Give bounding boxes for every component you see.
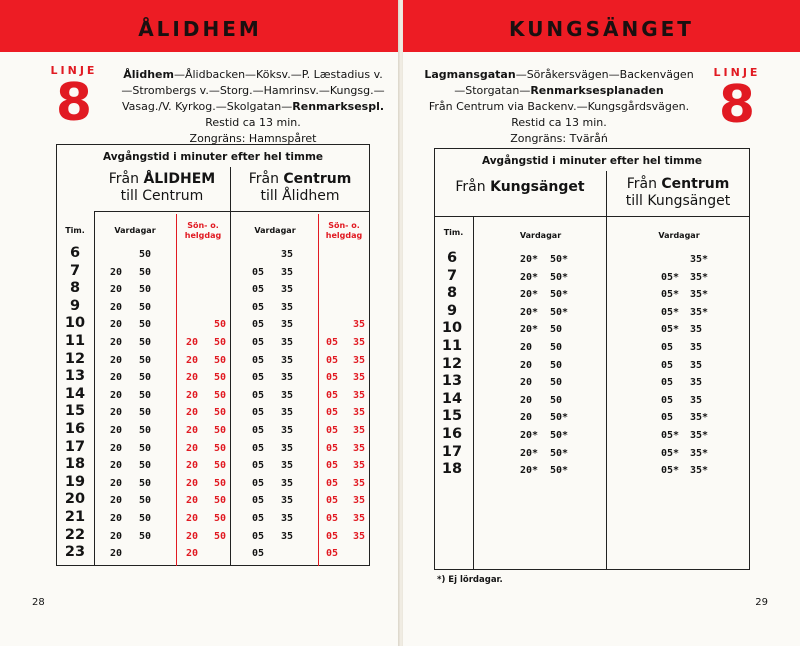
hour-cell: 14 — [64, 385, 86, 402]
departure-minute: 20 — [110, 442, 123, 454]
departure-minute: 05 — [252, 513, 265, 524]
departure-minute: 05* — [661, 306, 680, 318]
departure-minute: 35 — [353, 425, 366, 436]
departure-minute: 20 — [520, 342, 533, 353]
col-vardagar-1: Vardagar — [114, 226, 156, 235]
col-vardagar-2: Vardagar — [254, 226, 296, 235]
route-line-1: Ålidhem—Ålidbacken—Köksv.—P. Læstadius v. — [123, 68, 383, 81]
departure-minute: 50* — [550, 271, 569, 283]
departure-minute: 35 — [281, 372, 294, 384]
hour-cell: 6 — [446, 250, 458, 266]
departure-minute: 50 — [139, 249, 152, 260]
hour-cell: 11 — [64, 333, 86, 349]
hour-cell: 6 — [69, 245, 81, 261]
hour-cell: 17 — [441, 443, 463, 460]
hour-cell: 23 — [64, 544, 86, 561]
hour-cell: 8 — [446, 285, 458, 302]
departure-minute: 50 — [139, 372, 152, 384]
banner-alidhem — [0, 0, 400, 52]
linje-label: LINJE — [713, 66, 761, 79]
departure-minute: 35 — [281, 530, 294, 542]
route-line-1: Lagmansgatan—Söråkersvägen—Backenvägen — [424, 68, 694, 81]
direction-from-alidhem: Från ÅLIDHEM till Centrum — [108, 171, 216, 204]
departure-minute: 50 — [214, 337, 227, 348]
departure-minute: 50 — [214, 460, 227, 472]
hour-cell: 18 — [64, 456, 86, 473]
departure-minute: 35 — [281, 337, 294, 348]
departure-minute: 50 — [214, 495, 227, 507]
direction-divider — [230, 167, 231, 566]
departure-minute: 20* — [520, 289, 539, 301]
hour-cell: 12 — [441, 355, 463, 372]
departure-minute: 50 — [550, 394, 563, 406]
departure-minute: 50 — [139, 460, 152, 472]
departure-minute: 20 — [110, 477, 123, 489]
departure-minute: 20 — [186, 548, 199, 560]
departure-minute: 20 — [186, 354, 199, 366]
departure-minute: 35 — [281, 284, 294, 296]
departure-minute: 50 — [139, 301, 152, 313]
departure-minute: 50 — [139, 477, 152, 489]
departure-minute: 20 — [186, 495, 199, 507]
banner-title: KUNGSÄNGET — [509, 17, 694, 41]
departure-minute: 05 — [252, 460, 265, 472]
departure-minute: 05 — [252, 266, 265, 278]
departure-minute: 20 — [186, 477, 199, 489]
departure-minute: 50 — [139, 407, 152, 419]
departure-minute: 50 — [550, 359, 563, 371]
departure-minute: 05 — [252, 354, 265, 366]
col-sondag-1: Sön- o. helgdag — [184, 221, 222, 240]
departure-minute: 35 — [353, 530, 366, 542]
departure-minute: 20 — [110, 319, 123, 331]
col-vardagar-1: Vardagar — [519, 231, 562, 240]
departure-minute: 50 — [214, 372, 227, 384]
departure-minute: 20 — [110, 266, 123, 278]
col-tim: Tim. — [443, 228, 464, 237]
route-zone-limit: Zongräns: Hamnspåret — [189, 132, 317, 145]
departure-minute: 20 — [110, 460, 123, 472]
departure-minute: 05 — [326, 548, 339, 560]
departure-minute: 20 — [110, 337, 123, 348]
departure-minute: 35 — [353, 477, 366, 489]
departure-minute: 05 — [252, 319, 265, 331]
departure-minute: 20 — [520, 359, 533, 371]
departure-minute: 50 — [139, 284, 152, 296]
departure-minute: 50 — [139, 354, 152, 366]
direction-from-centrum: Från Centrum till Ålidhem — [248, 171, 352, 204]
departure-minute: 05 — [326, 337, 339, 348]
departure-minute: 05 — [252, 389, 265, 401]
header-rule — [94, 211, 370, 212]
departure-minute: 50 — [139, 530, 152, 542]
footnote: *) Ej lördagar. — [437, 575, 503, 585]
departure-minute: 05 — [326, 442, 339, 454]
departure-minute: 05 — [326, 513, 339, 524]
departure-minute: 50 — [214, 389, 227, 401]
departure-minute: 20* — [520, 430, 539, 441]
departure-minute: 05 — [661, 394, 674, 406]
departure-minute: 35 — [353, 337, 366, 348]
route-description — [409, 67, 709, 147]
departure-minute: 50 — [550, 342, 563, 353]
departure-minute: 05 — [326, 425, 339, 436]
departure-minute: 05 — [252, 407, 265, 419]
departure-minute: 35 — [281, 513, 294, 524]
departure-minute: 20 — [110, 354, 123, 366]
departure-minute: 20* — [520, 324, 539, 336]
hour-cell: 20 — [64, 491, 86, 508]
header-rule — [434, 216, 750, 217]
route-line-2: —Strombergs v.—Storg.—Hamrinsv.—Kungsg.— — [121, 84, 385, 97]
sunday-divider-2 — [318, 214, 319, 566]
departure-minute: 20 — [110, 372, 123, 384]
timetable-alidhem — [56, 144, 370, 566]
hour-cell: 18 — [441, 461, 463, 478]
departure-minute: 35 — [690, 394, 703, 406]
departure-minute: 20* — [520, 465, 539, 477]
departure-minute: 50 — [214, 442, 227, 454]
departure-minute: 35 — [281, 495, 294, 507]
departure-minute: 35 — [353, 354, 366, 366]
departure-minute: 35 — [353, 372, 366, 384]
departure-minute: 05* — [661, 271, 680, 283]
departure-minute: 05 — [661, 377, 674, 389]
table-heading: Avgångstid i minuter efter hel timme — [481, 155, 703, 167]
route-line-2: —Storgatan—Renmarksesplanaden — [454, 84, 664, 97]
banner-title: ÅLIDHEM — [138, 17, 262, 41]
departure-minute: 35 — [281, 460, 294, 472]
hour-cell: 7 — [69, 262, 81, 279]
departure-minute: 35 — [353, 495, 366, 507]
departure-minute: 50 — [550, 324, 563, 336]
hour-cell: 16 — [441, 426, 463, 442]
departure-minute: 05 — [252, 548, 265, 560]
hour-cell: 15 — [64, 403, 86, 420]
departure-minute: 35 — [281, 407, 294, 419]
hour-cell: 17 — [64, 438, 86, 455]
departure-minute: 35 — [281, 319, 294, 331]
departure-minute: 20 — [110, 425, 123, 436]
hour-cell: 15 — [441, 408, 463, 425]
hour-cell: 13 — [441, 373, 463, 390]
departure-minute: 50 — [139, 266, 152, 278]
departure-minute: 35 — [353, 389, 366, 401]
linje-number: 8 — [718, 75, 756, 135]
departure-minute: 35 — [353, 513, 366, 524]
linje-badge — [48, 64, 100, 133]
route-zone-limit: Zongräns: Tväråń — [510, 132, 608, 145]
departure-minute: 05 — [326, 477, 339, 489]
departure-minute: 20 — [110, 284, 123, 296]
departure-minute: 05 — [661, 359, 674, 371]
departure-minute: 20 — [110, 530, 123, 542]
right-page — [403, 0, 800, 646]
departure-minute: 20 — [110, 495, 123, 507]
departure-minute: 35* — [690, 430, 709, 441]
departure-minute: 05* — [661, 289, 680, 301]
departure-minute: 50 — [139, 389, 152, 401]
sunday-divider-1 — [176, 214, 177, 566]
departure-minute: 50* — [550, 412, 569, 424]
route-travel-time: Restid ca 13 min. — [511, 116, 607, 129]
route-line-3: Vasag./V. Kyrkog.—Skolgatan—Renmarksespl. — [121, 100, 385, 113]
direction-from-centrum: Från Centrum till Kungsänget — [625, 176, 731, 209]
departure-minute: 35* — [690, 271, 709, 283]
departure-minute: 50 — [550, 377, 563, 389]
departure-minute: 05 — [252, 372, 265, 384]
departure-minute: 35* — [690, 412, 709, 424]
departure-minute: 35 — [353, 442, 366, 454]
departure-minute: 05 — [661, 412, 674, 424]
departure-minute: 05* — [661, 465, 680, 477]
departure-minute: 35 — [353, 407, 366, 419]
departure-minute: 35 — [281, 442, 294, 454]
departure-minute: 50* — [550, 430, 569, 441]
hour-cell: 13 — [64, 368, 86, 385]
departure-minute: 35 — [281, 266, 294, 278]
departure-minute: 20 — [110, 513, 123, 524]
departure-minute: 20 — [186, 407, 199, 419]
departure-minute: 50* — [550, 465, 569, 477]
hour-cell: 7 — [446, 267, 458, 284]
departure-minute: 35* — [690, 306, 709, 318]
linje-badge — [707, 66, 767, 135]
direction-divider — [606, 171, 607, 570]
departure-minute: 35 — [281, 389, 294, 401]
departure-minute: 50 — [139, 513, 152, 524]
departure-minute: 50 — [139, 442, 152, 454]
departure-minute: 20 — [186, 530, 199, 542]
departure-minute: 05 — [326, 407, 339, 419]
col-tim: Tim. — [65, 226, 85, 235]
departure-minute: 35 — [353, 319, 366, 331]
departure-minute: 20 — [186, 442, 199, 454]
hour-cell: 14 — [441, 390, 463, 407]
departure-minute: 20 — [110, 389, 123, 401]
direction-from-kungsanget: Från Kungsänget — [455, 179, 585, 195]
departure-minute: 35 — [353, 460, 366, 472]
departure-minute: 20 — [110, 548, 123, 560]
departure-minute: 05 — [252, 425, 265, 436]
departure-minute: 05 — [252, 530, 265, 542]
departure-minute: 50 — [139, 495, 152, 507]
timetable-kungsanget — [434, 148, 750, 570]
table-heading: Avgångstid i minuter efter hel timme — [102, 151, 324, 163]
departure-minute: 20 — [186, 513, 199, 524]
hour-cell: 8 — [69, 280, 81, 297]
departure-minute: 35 — [281, 249, 294, 260]
departure-minute: 35 — [690, 324, 703, 336]
departure-minute: 05 — [252, 477, 265, 489]
departure-minute: 05* — [661, 324, 680, 336]
departure-minute: 20 — [520, 394, 533, 406]
departure-minute: 50* — [550, 306, 569, 318]
departure-minute: 05 — [252, 284, 265, 296]
hour-cell: 9 — [446, 302, 458, 319]
route-description — [108, 67, 398, 147]
departure-minute: 50* — [550, 289, 569, 301]
departure-minute: 20* — [520, 254, 539, 265]
departure-minute: 05 — [326, 389, 339, 401]
col-sondag-2: Sön- o. helgdag — [325, 221, 363, 240]
departure-minute: 20 — [110, 301, 123, 313]
departure-minute: 35 — [690, 377, 703, 389]
departure-minute: 05* — [661, 430, 680, 441]
departure-minute: 50 — [214, 319, 227, 331]
col-vardagar-2: Vardagar — [658, 231, 700, 240]
route-travel-time: Restid ca 13 min. — [205, 116, 301, 129]
hour-cell: 21 — [64, 509, 86, 525]
hour-cell: 22 — [64, 526, 86, 543]
departure-minute: 20 — [186, 460, 199, 472]
departure-minute: 05 — [326, 530, 339, 542]
departure-minute: 05 — [252, 301, 265, 313]
departure-minute: 20* — [520, 271, 539, 283]
departure-minute: 20 — [520, 377, 533, 389]
departure-minute: 35* — [690, 289, 709, 301]
page-number: 29 — [755, 597, 768, 608]
departure-minute: 20* — [520, 447, 539, 459]
departure-minute: 05 — [661, 342, 674, 353]
hour-column-divider — [473, 216, 474, 570]
banner-kungsanget — [403, 0, 800, 52]
departure-minute: 05 — [252, 495, 265, 507]
departure-minute: 35 — [281, 301, 294, 313]
departure-minute: 35 — [281, 354, 294, 366]
hour-cell: 12 — [64, 350, 86, 367]
departure-minute: 50 — [214, 477, 227, 489]
departure-minute: 50 — [214, 513, 227, 524]
route-line-3: Från Centrum via Backenv.—Kungsgårdsvägen. — [428, 100, 690, 113]
departure-minute: 50 — [139, 425, 152, 436]
hour-cell: 10 — [64, 315, 86, 332]
departure-minute: 05 — [326, 372, 339, 384]
departure-minute: 50 — [139, 319, 152, 331]
departure-minute: 50 — [214, 530, 227, 542]
page-number: 28 — [32, 597, 45, 608]
departure-minute: 20 — [520, 412, 533, 424]
hour-cell: 19 — [64, 473, 86, 490]
departure-minute: 50 — [214, 354, 227, 366]
hour-cell: 9 — [69, 297, 81, 314]
departure-minute: 35 — [690, 342, 703, 353]
hour-cell: 11 — [441, 338, 463, 354]
departure-minute: 05 — [252, 442, 265, 454]
departure-minute: 20 — [186, 389, 199, 401]
departure-minute: 20 — [186, 425, 199, 436]
departure-minute: 50 — [139, 337, 152, 348]
departure-minute: 20* — [520, 306, 539, 318]
departure-minute: 05* — [661, 447, 680, 459]
departure-minute: 35* — [690, 447, 709, 459]
linje-number: 8 — [55, 73, 93, 133]
linje-label: LINJE — [50, 64, 98, 77]
departure-minute: 35* — [690, 465, 709, 477]
hour-cell: 10 — [441, 320, 463, 337]
departure-minute: 20 — [110, 407, 123, 419]
departure-minute: 05 — [326, 354, 339, 366]
departure-minute: 20 — [186, 372, 199, 384]
departure-minute: 35 — [281, 477, 294, 489]
departure-minute: 50* — [550, 254, 569, 265]
departure-minute: 50* — [550, 447, 569, 459]
departure-minute: 35* — [690, 254, 709, 265]
departure-minute: 35 — [690, 359, 703, 371]
hour-cell: 16 — [64, 421, 86, 437]
departure-minute: 35 — [281, 425, 294, 436]
departure-minute: 05 — [326, 460, 339, 472]
departure-minute: 50 — [214, 425, 227, 436]
departure-minute: 05 — [326, 495, 339, 507]
departure-minute: 20 — [186, 337, 199, 348]
departure-minute: 50 — [214, 407, 227, 419]
departure-minute: 05 — [252, 337, 265, 348]
